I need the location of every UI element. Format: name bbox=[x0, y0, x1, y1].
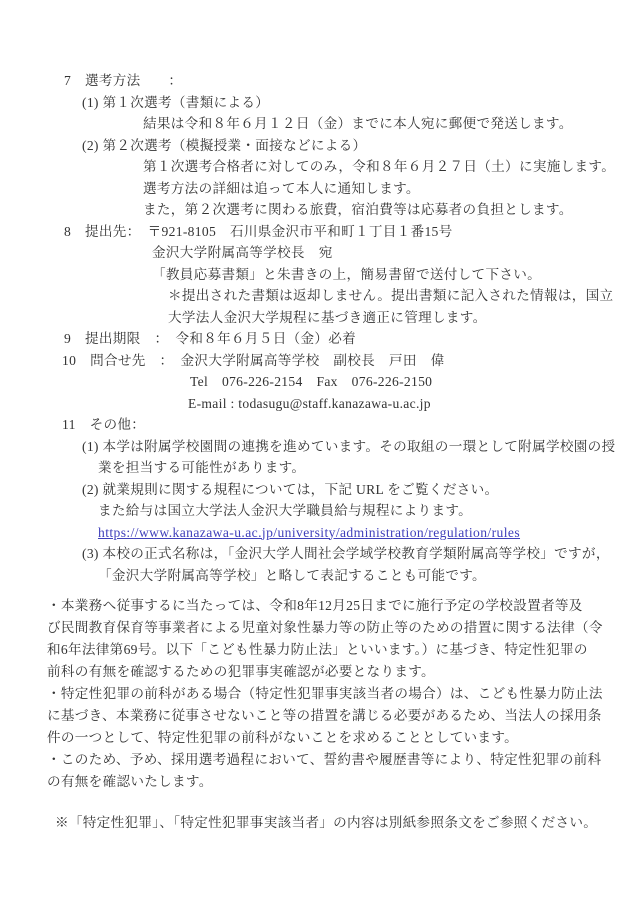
document-text-line: 業を担当する可能性があります。 bbox=[98, 460, 306, 475]
document-text-line: 和6年法律第69号。以下「こども性暴力防止法」といいます。）に基づき、特定性犯罪の bbox=[47, 642, 588, 657]
reference-note bbox=[0, 812, 640, 834]
document-text-line: 大学法人金沢大学規程に基づき適正に管理します。 bbox=[168, 309, 487, 325]
document-text-line: 8 提出先： 〒921-8105 石川県金沢市平和町１丁目１番15号 bbox=[64, 223, 453, 239]
document-text-line: 結果は令和８年６月１２日（金）までに本人宛に郵便で発送します。 bbox=[143, 116, 573, 131]
child-safety-law-notes bbox=[0, 595, 640, 793]
sections-7-to-11 bbox=[0, 70, 640, 586]
document-text-line: また給与は国立大学法人金沢大学職員給与規程によります。 bbox=[98, 503, 473, 518]
document-text-line: また，第２次選考に関わる旅費，宿泊費等は応募者の負担とします。 bbox=[143, 202, 573, 217]
document-text-line: 11 その他： bbox=[62, 417, 146, 432]
document-text-line: (2) 就業規則に関する規程については，下記 URL をご覧ください。 bbox=[82, 481, 499, 497]
document-text-line: Tel 076-226-2154 Fax 076-226-2150 bbox=[190, 374, 433, 389]
document-text-line: 10 問合せ先 ： 金沢大学附属高等学校 副校長 戸田 偉 bbox=[62, 352, 445, 368]
document-text-line: 件の一つとして、特定性犯罪の前科がないことを求めることとしています。 bbox=[47, 730, 519, 745]
document-text-line: E-mail : todasugu@staff.kanazawa-u.ac.jp bbox=[188, 395, 431, 411]
document-text-line: (1) 本学は附属学校園間の連携を進めています。その取組の一環として附属学校園の授 bbox=[82, 438, 616, 454]
document-text-line: び民間教育保育等事業者による児童対象性暴力等の防止等のための措置に関する法律（令 bbox=[47, 620, 603, 635]
document-text-line: 第１次選考合格者に対してのみ，令和８年６月２７日（土）に実施します。 bbox=[143, 159, 616, 174]
document-text-line: 「教員応募書類」と朱書きの上，簡易書留で送付して下さい。 bbox=[152, 266, 542, 282]
document-text-line: 「金沢大学附属高等学校」と略して表記することも可能です。 bbox=[98, 567, 486, 583]
document-text-line: (3) 本校の正式名称は，「金沢大学人間社会学域学校教育学類附属高等学校」ですが， bbox=[82, 546, 610, 561]
document-text-line: に基づき、本業務に従事させないこと等の措置を講じる必要があるため、当法人の採用条 bbox=[47, 708, 602, 723]
document-text-line: 7 選考方法 ： bbox=[64, 73, 183, 88]
document-text-line: ・特定性犯罪の前科がある場合（特定性犯罪事実該当者の場合）は、こども性暴力防止法 bbox=[47, 686, 603, 701]
document-text-line: ＊提出された書類は返却しません。提出書類に記入された情報は，国立 bbox=[168, 288, 614, 303]
document-text-line: の有無を確認いたします。 bbox=[47, 774, 213, 789]
document-text-line: (1) 第１次選考（書類による） bbox=[82, 94, 270, 110]
document-text-line: 選考方法の詳細は追って本人に通知します。 bbox=[143, 180, 420, 196]
document-text-line: 前科の有無を確認するための犯罪事実確認が必要となります。 bbox=[47, 664, 435, 679]
regulation-url-link[interactable]: https://www.kanazawa-u.ac.jp/university/administration/regulation/rules bbox=[98, 524, 521, 540]
document-link-line bbox=[0, 522, 640, 544]
document-text-line: 金沢大学附属高等学校長 宛 bbox=[152, 245, 333, 260]
document-text-line: 9 提出期限 ： 令和８年６月５日（金）必着 bbox=[64, 331, 357, 346]
document-text-line: ・このため、予め、採用選考過程において、誓約書や履歴書等により、特定性犯罪の前科 bbox=[47, 752, 602, 767]
document-text-line: (2) 第２次選考（模擬授業・面接などによる） bbox=[82, 137, 367, 153]
document-text-line: ・本業務へ従事するに当たっては、令和8年12月25日までに施行予定の学校設置者等及 bbox=[47, 598, 583, 613]
document-content bbox=[0, 70, 640, 834]
document-text-line: ※「特定性犯罪」、「特定性犯罪事実該当者」の内容は別紙参照条文をご参照ください。 bbox=[55, 815, 598, 830]
